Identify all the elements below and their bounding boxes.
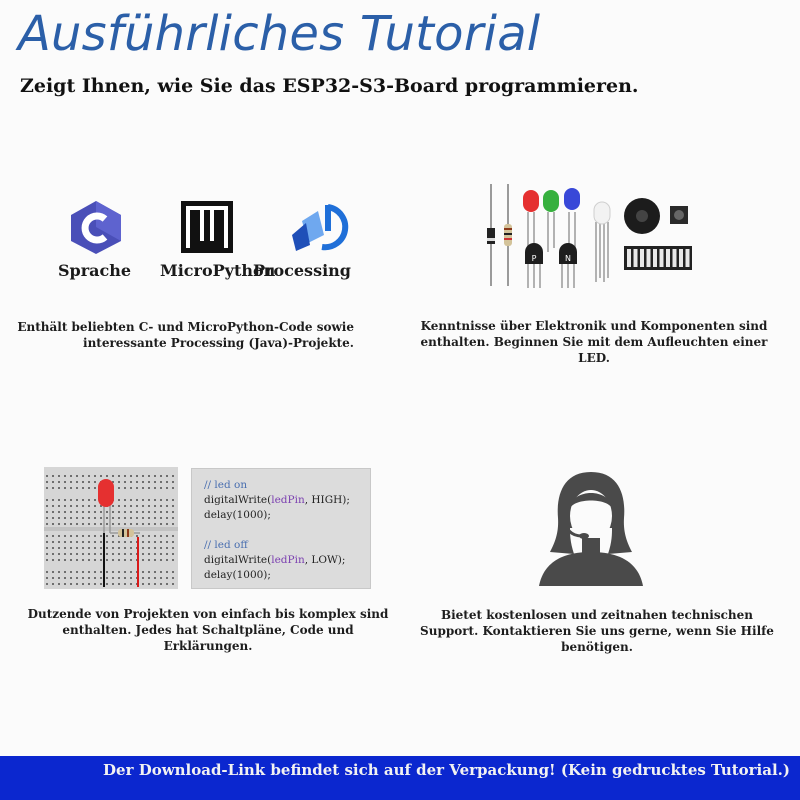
transistor-n-label: N [565,254,571,263]
breadboard-illustration [44,467,178,589]
code-line-off: digitalWrite(ledPin, LOW); [204,554,346,566]
led-green-icon [543,190,559,252]
rgb-led-icon [594,202,610,282]
feature-projects-text: Dutzende von Projekten von einfach bis komplex sind enthalten. Jedes hat Schaltpläne, Code und Erklärungen. [27,607,389,653]
feature-electronics-text: Kenntnisse über Elektronik und Komponenten sind enthalten. Beginnen Sie mit dem Aufleuchten einer LED. [420,319,768,365]
buzzer-icon [624,198,660,234]
processing-logo-icon [288,201,350,253]
transistor-p-icon [525,243,543,288]
feature-languages-text: Enthält beliebten C- und MicroPython-Code sowie interessante Processing (Java)-Projekte. [17,320,354,350]
support-agent-icon [536,468,646,588]
language-label-processing: Processing [253,261,351,280]
code-delay-on: delay(1000); [204,509,271,521]
code-comment-on: // led on [204,479,248,491]
feature-support-text: Bietet kostenlosen und zeitnahen technischen Support. Kontaktieren Sie uns gerne, wenn Sie Hilfe benötigen. [420,608,774,654]
footer-bar [0,756,800,800]
led-blue-icon [564,188,580,252]
electronic-components-illustration [484,182,699,292]
transistor-p-label: P [531,254,537,263]
footer-download-note: Der Download-Link befindet sich auf der Verpackung! (Kein gedrucktes Tutorial.) [103,761,790,779]
micropython-logo-icon [181,201,233,253]
code-comment-off: // led off [204,539,248,551]
page-title: Ausführliches Tutorial [18,6,541,62]
transistor-n-icon [559,243,577,288]
page-subtitle: Zeigt Ihnen, wie Sie das ESP32-S3-Board programmieren. [20,75,639,97]
push-button-icon [670,206,688,224]
resistor-icon [504,184,512,286]
led-red-icon [523,190,539,252]
language-label-c: Sprache [58,261,132,280]
language-label-micropython: MicroPython [160,261,276,280]
led-bar-graph-icon [624,246,692,270]
code-snippet [191,468,371,589]
diode-icon [487,184,495,286]
code-delay-off: delay(1000); [204,569,271,581]
code-line-on: digitalWrite(ledPin, HIGH); [204,494,350,506]
c-language-icon [67,199,125,255]
